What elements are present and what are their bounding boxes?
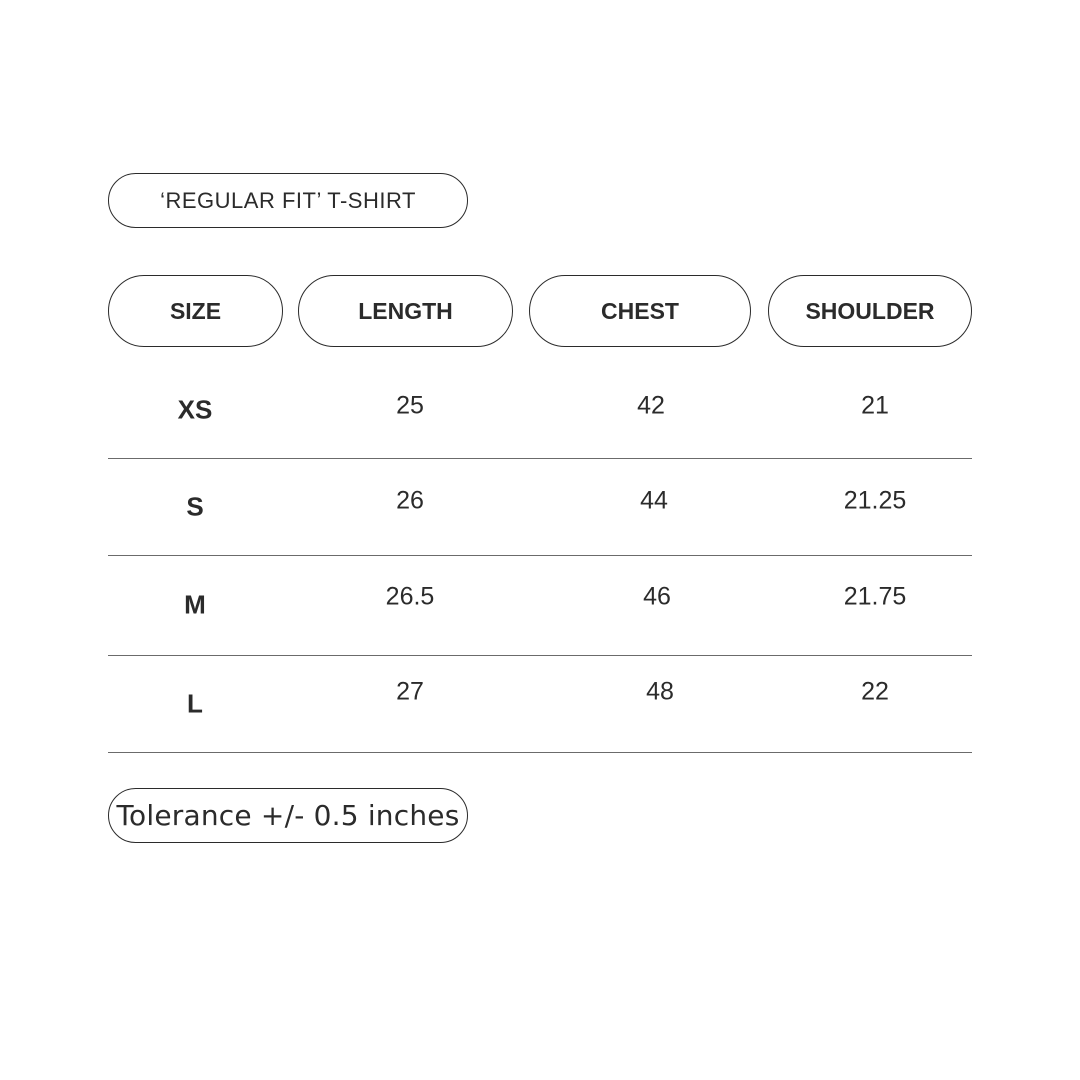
length-cell: 26.5 <box>385 582 435 611</box>
row-divider <box>108 752 972 753</box>
column-header-chest: CHEST <box>529 275 751 347</box>
chest-cell: 42 <box>637 391 665 420</box>
length-cell: 25 <box>396 391 424 420</box>
chart-title: ‘REGULAR FIT’ T-SHIRT <box>108 173 468 228</box>
tolerance-note: Tolerance +/- 0.5 inches <box>108 788 468 843</box>
length-cell: 26 <box>396 486 424 515</box>
column-header-shoulder: SHOULDER <box>768 275 972 347</box>
chest-cell: 46 <box>643 582 671 611</box>
shoulder-cell: 21.25 <box>843 486 907 515</box>
size-cell: XS <box>177 394 213 425</box>
shoulder-cell: 21.75 <box>843 582 907 611</box>
column-header-size: SIZE <box>108 275 283 347</box>
column-header-length: LENGTH <box>298 275 513 347</box>
chest-cell: 44 <box>640 486 668 515</box>
size-cell: L <box>187 688 203 719</box>
shoulder-cell: 21 <box>861 391 889 420</box>
shoulder-cell: 22 <box>861 677 889 706</box>
chest-cell: 48 <box>646 677 674 706</box>
row-divider <box>108 555 972 556</box>
length-cell: 27 <box>396 677 424 706</box>
size-cell: M <box>184 589 206 620</box>
size-cell: S <box>186 491 204 522</box>
row-divider <box>108 458 972 459</box>
row-divider <box>108 655 972 656</box>
